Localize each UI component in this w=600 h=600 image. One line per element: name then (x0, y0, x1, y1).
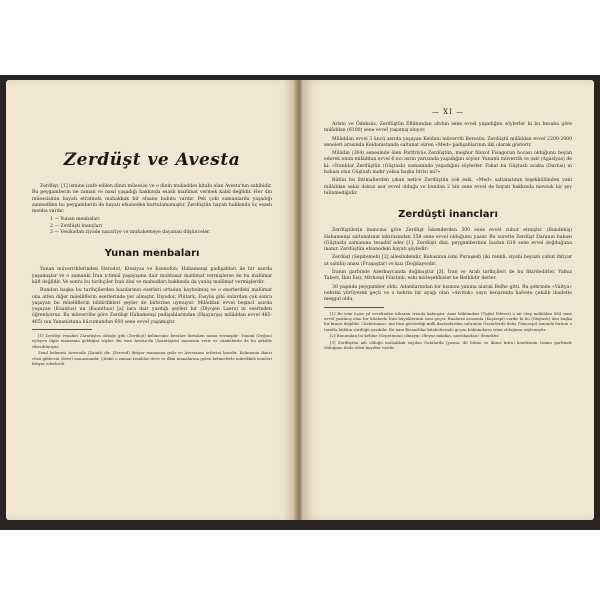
intro-paragraph: Zerdüşt, [1] ismine izafe edilen dinin müessisi ve o dinin mukaddes kitabı olan Avesta'nın sahibidir. Bu peygamberin ne zaman ve nasıl yaşadığı hakkında esaslı malûmat vermek kabil değildir. Her din müessisinin hayatı etrafında muhakkak bir efsane bulutu vardır. Pek çoki zamanlarda yaşadığı zannedilen bu peygamberin de hayatı efsaneden kurtulamamıştır. Zerdüştün hayatı hakkında üç esaslı menba vardır. (32, 184, 272, 215)
footnote: [1] Bu isim üçün yıl evvelinden itibaren İranda kalmıştır. Asırı hükümdarı (Tiglat Pileser) a ait olup milâddan 884 sene evvel yazılmış olan bir kitabede İran büyüklerinin ismi geçer. Bunların arasında (Kuştaspi) vardır ki bu (Güştasb) dan başka bir kimse değildir. «Zafername» nin bize gösterdiği milli dastanlardan sahranur Gaznelerde daha (Vamsepi) isminde birinin o tarafta hükûm sürdüğü yazılıdır. Bu nam Bizanslılar kitabelerinde geçen hükümdarın isimi olduğunu söylemiştir. (324, 310, 572, 332)
footnote: Zend kelimesi Avestada (Zainti) dir. (Zerend) ihtiyar manasına gelir ve Avestanın tefsirini havidir. Kelimenin ikinci cüzü gibbesin (deve) manasınadır. Çünkü o zaman Iranlılar deve ve ilkin manalarına gelen kelimelerle mürekkeb isimleri ihtiyar ederlerdi. (32, 350, 272, 367)
body-paragraph: Bundan başka bu tarihçilerden bazılarının eserleri ortadan kaybolmuş ve o eserlerdeki malûmat ona atfen diğer müelliflerin eserlerinde yer almıştır. Diyodor, Plütark, Fasyüs gibi onlardan çok sonra yaşayan bu müelliflerin bildirdikleri şeyler de birbirine uymuyor. Milâddan evvel beşinci asırda yaşayan (Ksantus) un (Ksanthus) [a] lara dair yazdığı şeyleri bir (Diyojen Laers) in eserinden öğreniyoruz. Bu müverrihe göre Zerdüşt Hahamenşi padişahlarından (Hşayarşa) milâddan evvel 485-465) nın Yunanistana hücumundan 600 sene evvel yaşamıştır. (32, 288, 272, 325)
right-page (302, 80, 594, 520)
page-number: — XI — (431, 108, 465, 116)
left-page-content (32, 150, 272, 367)
list-item: 3 — Vesikadan ziyade nazariye ve muhakemeye dayanan düşünceler. (50, 230, 211, 236)
body-paragraph: Milâddan evvel 3 üncü asırda yaşayan Keldani müverrih Berosüs; Zerdüştü milâddan evvel 2200-2000 seneleri arasında Keldanistanda saltanat süren «Med» padişahlarının ilki olarak gösterir. (324, 136, 572, 148)
list-item: 2 — Zerdüşti inançları (50, 223, 103, 229)
right-page-content (324, 108, 572, 351)
body-paragraph: Aristo ve Ödoksüs, Zerdüştün Eflâtundan altıbin sene evvel yaşadığını söylerler ki bu hesaba göre milâddan (6100) sene evvel yaşamış oluyor. (324, 122, 572, 134)
footnote: [3] Zerdüştün adı olduğu muhakkak sayılan Gatalarda (yasna: 46 bitimi ve ikinci kıtra) kendisinin İranın garbinde olduğunu ifade eden kayıtlar vardır. (324, 339, 572, 350)
left-page (6, 80, 296, 520)
body-paragraph: İranın garbinde Azerbaycanda doğmuştur [3]. İran ve Arab tarihçileri de bu fikirdedirler. Yalnız Taberi, İbni Esir, Mirhond Filistinli, eski müteşebbisler ke Belhlidir derler. (324, 270, 572, 282)
body-paragraph: 30 yaşında peygamber oldu. Adamlarından bir kısmını yanına alarak Belhe gitti. Bu şehrinde «Vaitya» nehrini yürüyerek geçti ve o nehrin bir ayağı olan «Aivitak» suyu kenarında halvete çekilib ibadetle meşgul oldu. (324, 284, 572, 303)
body-paragraph: Bütün bu ihtimallerden çıkan netice Zerdüştün çok eski, «Med» saltanatının teşekkülünden yani milâddan sekiz dokuz asır evvel olduğu ve bundan 2 bin sene evvel de hayatı hakkında mevsuk bir şey bilinmediğidir. (324, 178, 572, 196)
body-paragraph: Yunan müverrihlerinden Herodot, Ktesiyas ve Ksenofon; Hahamenşi padişahları ile bir asırda yaşamışlar ve o zamanki İran ictimaî yaşayışına dair muhtasar malûmat vermişlerse de bu malûmat kâfi değildir. Ve sonra bu tarihçiler İran dini ve mabudları hakkında da yanlış malûmat vermişlerdir. (32, 267, 272, 285)
footnote: [1] Zerdüşt veyahut Zaratüştra olduğu gibi (Zerdüşt) kelimesine beraber birtakım mana vermişdir: Yunani (Değon) eyleyen ilgisi manasına geldiğini söyler. Bu isim Avesta'da (Zaratüştra) manasını verir ve cümlelerde de bu şekilde zikredilmiştir. (32, 333, 272, 349)
footnote: [2] Bunundan bu kelime (Sepetiman) olmayıp «Beyaz nakdan, nasedandan» demektir. (330, 333, 500, 339)
body-paragraph: Zerdüşt (Sepitemeh) [2] ailesindendir. Babasının ismi Puruşesb (iki renkli, siyahi beyazlı yahut ihtiyar at sahibi) anası (Fraşaştar) ve kızı (Doğdaye)dir. (324, 255, 572, 267)
footnote-divider (324, 307, 384, 308)
body-paragraph: Milâdın (304) senesinde ölen Porfiriyüs Zerdüştün, meşhur filozof Fisagorun hocası olduğunu beyan ederek onun milâddan evvel 6 ncı asrın yarısında yaşadığını söyler. Yunanlı müverrih ve şair (Agasiyas) de ki: «İranlılar Zerdüştün (Güştasb) zamanında yaşadığını söylerler. Fakat bu Güştasb acaba (Darius) ın babası olan Güştasb mıdır yoksa başka birisi mi?» (324, 151, 572, 176)
section-heading-inanclar: Zerdüşti inancları (398, 209, 498, 221)
list-item: 1 — Yunan menbaları (50, 217, 100, 223)
chapter-title: Zerdüşt ve Avesta (63, 150, 241, 170)
footnote-divider (32, 329, 92, 330)
source-list (32, 217, 272, 236)
body-paragraph: Zerdüştilerin inancına göre Zerdüşt İskenderden 300 sene evvel zuhur etmiştir. (Bundehiş) Hahamenşi saltanatının inkırazından 258 sene evvel olduğunu yazar. Bu surette Zerdüşt Daranın babası (Güştasb) zamanına tesadüf eder [1]. Zerdüşti dini, peygamberinin İsadan 618 sene evvel doğduğuna inanır. Zerdüştün efsanedeki hayatı şöyledir: (324, 228, 572, 253)
section-heading-yunan: Yunan menbaları (104, 248, 200, 260)
